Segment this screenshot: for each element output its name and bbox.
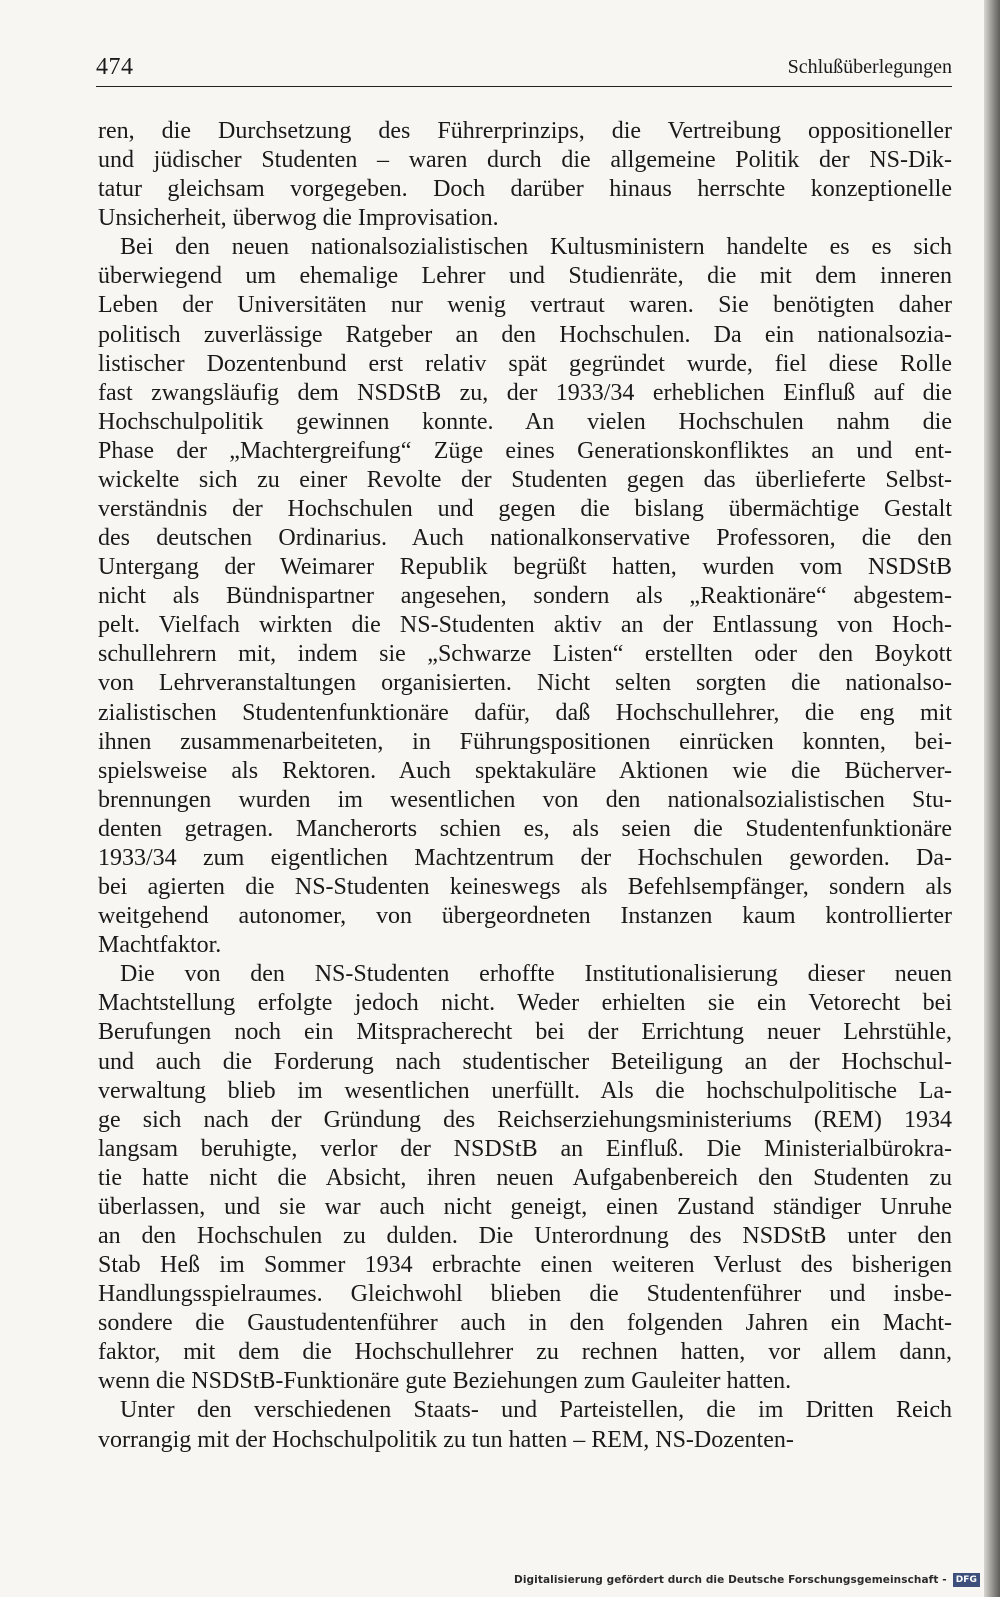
text-line: tie hatte nicht die Absicht, ihren neuen Aufgabenbereich den Studenten zu: [98, 1164, 952, 1191]
text-line: politisch zuverlässige Ratgeber an den Hochschulen. Da ein nationalsozia-: [98, 321, 952, 348]
text-line: 1933/34 zum eigentlichen Machtzentrum der Hochschulen geworden. Da-: [98, 844, 952, 871]
text-line: vorrangig mit der Hochschulpolitik zu tun hatten – REM, NS-Dozenten-: [98, 1426, 794, 1453]
text-line: Leben der Universitäten nur wenig vertraut waren. Sie benötigten daher: [98, 292, 952, 319]
text-line: überlassen, und sie war auch nicht geneigt, einen Zustand ständiger Unruhe: [98, 1193, 952, 1220]
text-line: des deutschen Ordinarius. Auch nationalkonservative Professoren, die den: [98, 525, 952, 552]
dfg-logo-icon: DFG: [953, 1573, 980, 1587]
page-number: 474: [96, 54, 134, 80]
text-line: ihnen zusammenarbeiteten, in Führungspositionen einrücken konnten, bei-: [98, 728, 952, 755]
text-line: überwiegend um ehemalige Lehrer und Studienräte, die mit dem inneren: [98, 263, 952, 290]
page-edge-shadow: [984, 0, 1000, 1597]
text-line: Hochschulpolitik gewinnen konnte. An vielen Hochschulen nahm die: [98, 408, 952, 435]
text-line: ren, die Durchsetzung des Führerprinzips, die Vertreibung oppositioneller: [98, 118, 952, 144]
text-line: an den Hochschulen zu dulden. Die Unterordnung des NSDStB unter den: [98, 1222, 952, 1249]
text-line: Unter den verschiedenen Staats- und Parteistellen, die im Dritten Reich: [120, 1397, 952, 1424]
text-line: verständnis der Hochschulen und gegen die bislang übermächtige Gestalt: [98, 496, 952, 523]
text-line: Bei den neuen nationalsozialistischen Kultusministern handelte es es sich: [120, 234, 952, 261]
text-line: langsam beruhigte, verlor der NSDStB an Einfluß. Die Ministerialbürokra-: [98, 1135, 952, 1162]
text-line: spielsweise als Rektoren. Auch spektakuläre Aktionen wie die Bücherver-: [98, 757, 952, 784]
text-line: Untergang der Weimarer Republik begrüßt hatten, wurden vom NSDStB: [98, 554, 952, 581]
paragraph: [98, 960, 952, 1396]
text-line: und jüdischer Studenten – waren durch die allgemeine Politik der NS-Dik-: [98, 147, 952, 174]
text-line: fast zwangsläufig dem NSDStB zu, der 1933/34 erheblichen Einfluß auf die: [98, 379, 952, 406]
digitization-footer: [514, 1571, 980, 1589]
running-head: Schlußüberlegungen: [787, 56, 952, 78]
text-line: Machtfaktor.: [98, 932, 222, 959]
text-line: Machtstellung erfolgte jedoch nicht. Weder erhielten sie ein Vetorecht bei: [98, 990, 952, 1017]
text-line: faktor, mit dem die Hochschullehrer zu rechnen hatten, vor allem dann,: [98, 1339, 952, 1366]
text-line: verwaltung blieb im wesentlichen unerfüllt. Als die hochschulpolitische La-: [98, 1077, 952, 1104]
text-line: von Lehrveranstaltungen organisierten. Nicht selten sorgten die nationalso-: [98, 670, 952, 697]
body-text: [98, 117, 952, 1455]
text-line: schullehrern mit, indem sie „Schwarze Listen“ erstellten oder den Boykott: [98, 641, 952, 668]
text-line: sondere die Gaustudentenführer auch in den folgenden Jahren ein Macht-: [98, 1310, 952, 1337]
paragraph: [98, 117, 952, 233]
text-line: weitgehend autonomer, von übergeordneten Instanzen kaum kontrollierter: [98, 903, 952, 930]
text-line: pelt. Vielfach wirkten die NS-Studenten aktiv an der Entlassung von Hoch-: [98, 612, 952, 639]
text-line: listischer Dozentenbund erst relativ spät gegründet wurde, fiel diese Rolle: [98, 350, 952, 377]
text-line: zialistischen Studentenfunktionäre dafür, daß Hochschullehrer, die eng mit: [98, 699, 952, 726]
text-line: Stab Heß im Sommer 1934 erbrachte einen weiteren Verlust des bisherigen: [98, 1252, 952, 1279]
text-line: Unsicherheit, überwog die Improvisation.: [98, 205, 499, 232]
text-line: nicht als Bündnispartner angesehen, sondern als „Reaktionäre“ abgestem-: [98, 583, 952, 610]
text-line: denten getragen. Mancherorts schien es, als seien die Studentenfunktionäre: [98, 815, 952, 842]
text-line: Handlungsspielraumes. Gleichwohl blieben die Studentenführer und insbe-: [98, 1281, 952, 1308]
text-line: brennungen wurden im wesentlichen von den nationalsozialistischen Stu-: [98, 786, 952, 813]
text-line: Berufungen noch ein Mitspracherecht bei der Errichtung neuer Lehrstühle,: [98, 1019, 952, 1046]
text-line: ge sich nach der Gründung des Reichserziehungsministeriums (REM) 1934: [98, 1106, 952, 1133]
text-line: wenn die NSDStB-Funktionäre gute Beziehungen zum Gauleiter hatten.: [98, 1368, 792, 1395]
footer-text: Digitalisierung gefördert durch die Deutsche Forschungsgemeinschaft -: [514, 1574, 947, 1586]
text-line: Phase der „Machtergreifung“ Züge eines Generationskonfliktes an und ent-: [98, 437, 952, 464]
paragraph: [98, 233, 952, 960]
text-line: wickelte sich zu einer Revolte der Studenten gegen das überlieferte Selbst-: [98, 466, 952, 493]
paragraph: [98, 1396, 952, 1454]
text-line: bei agierten die NS-Studenten keineswegs als Befehlsempfänger, sondern als: [98, 874, 952, 901]
text-line: Die von den NS-Studenten erhoffte Institutionalisierung dieser neuen: [120, 961, 952, 988]
text-line: tatur gleichsam vorgegeben. Doch darüber hinaus herrschte konzeptionelle: [98, 176, 952, 203]
page-header: [96, 50, 952, 87]
text-line: und auch die Forderung nach studentischer Beteiligung an der Hochschul-: [98, 1048, 952, 1075]
